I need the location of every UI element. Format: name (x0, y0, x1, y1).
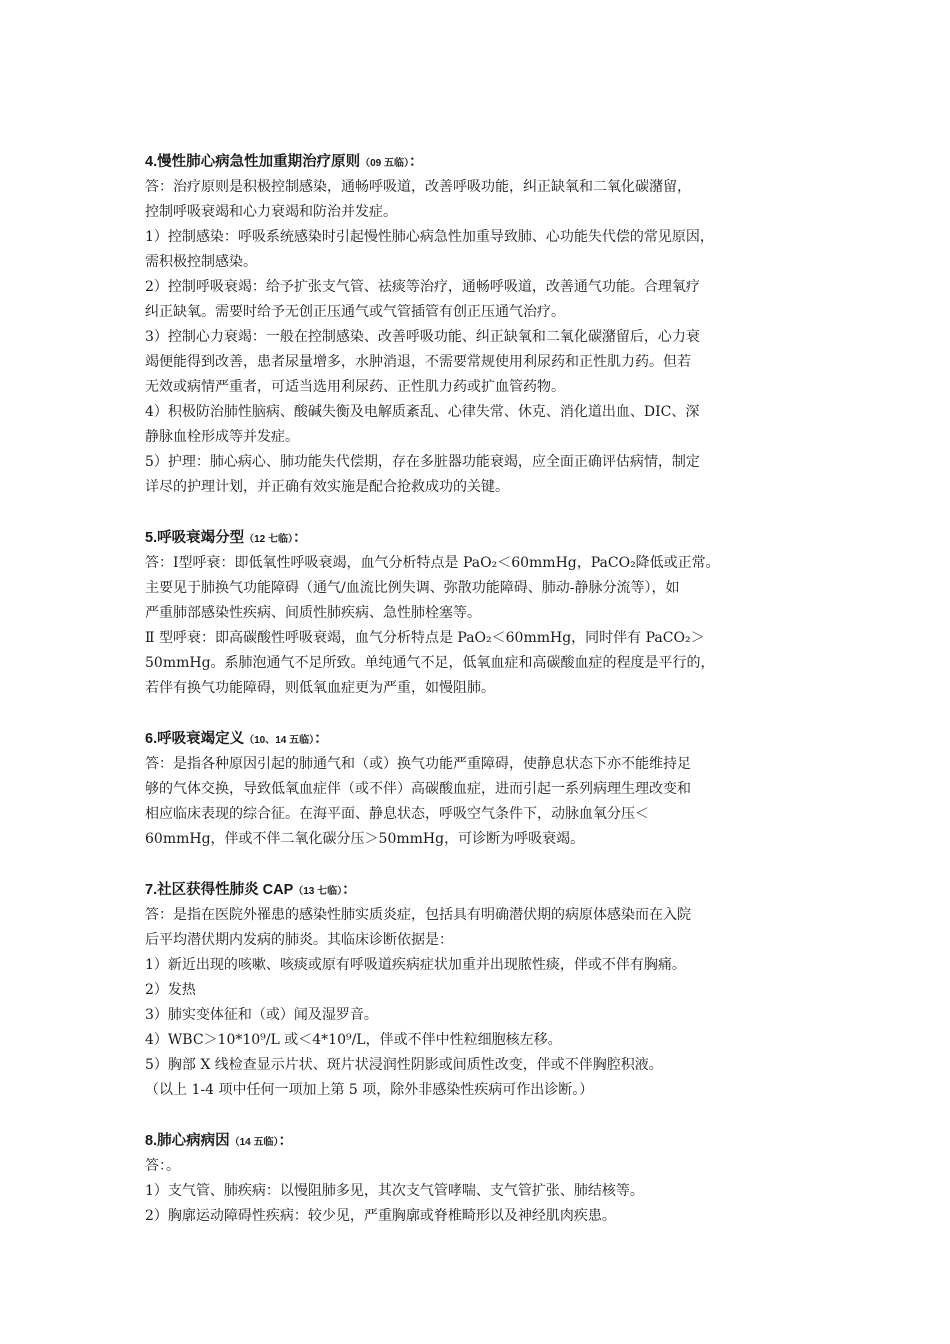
text-line: 详尽的护理计划，并正确有效实施是配合抢救成功的关键。 (145, 479, 509, 495)
text-line: 1）支气管、肺疾病：以慢阻肺多见，其次支气管哮喘、支气管扩张、肺结核等。 (145, 1183, 644, 1199)
section-title: 4.慢性肺心病急性加重期治疗原则 (145, 154, 361, 170)
text-line: 无效或病情严重者，可适当选用利尿药、正性肌力药或扩血管药物。 (145, 379, 565, 395)
section-colon: ： (342, 882, 357, 898)
text-line: 3）肺实变体征和（或）闻及湿罗音。 (145, 1007, 378, 1023)
text-line: 答：。 (145, 1158, 180, 1174)
text-line: 4）积极防治肺性脑病、酸碱失衡及电解质紊乱、心律失常、休克、消化道出血、DIC、深 (145, 404, 700, 420)
section-6 (145, 727, 815, 852)
text-line: 若伴有换气功能障碍，则低氧血症更为严重，如慢阻肺。 (145, 680, 495, 696)
text-line: 答：Ⅰ型呼衰：即低氧性呼吸衰竭，血气分析特点是 PaO₂＜60mmHg，PaCO₂降低或正常。 (145, 555, 720, 571)
text-line: 答：是指各种原因引起的肺通气和（或）换气功能严重障碍，使静息状态下亦不能维持足 (145, 756, 691, 772)
text-line: 2）控制呼吸衰竭：给予扩张支气管、祛痰等治疗，通畅呼吸道，改善通气功能。合理氧疗 (145, 279, 700, 295)
section-heading (145, 1129, 815, 1154)
text-line: 静脉血栓形成等并发症。 (145, 429, 299, 445)
text-line: 3）控制心力衰竭：一般在控制感染、改善呼吸功能、纠正缺氧和二氧化碳潴留后，心力衰 (145, 329, 700, 345)
text-line: Ⅱ 型呼衰：即高碳酸性呼吸衰竭，血气分析特点是 PaO₂＜60mmHg，同时伴有 PaCO₂＞ (145, 630, 705, 646)
document-page (145, 150, 815, 1255)
text-line: 够的气体交换，导致低氧血症伴（或不伴）高碳酸血症，进而引起一系列病理生理改变和 (145, 781, 691, 797)
section-heading (145, 526, 815, 551)
section-body (145, 752, 815, 852)
section-colon: ： (278, 1133, 293, 1149)
section-tag: （13 七临） (293, 886, 343, 897)
text-line: 答：是指在医院外罹患的感染性肺实质炎症，包括具有明确潜伏期的病原体感染而在入院 (145, 907, 691, 923)
text-line: 相应临床表现的综合征。在海平面、静息状态，呼吸空气条件下，动脉血氧分压＜ (145, 806, 649, 822)
section-4 (145, 150, 815, 500)
text-line: （以上 1-4 项中任何一项加上第 5 项，除外非感染性疾病可作出诊断。） (145, 1082, 594, 1098)
text-line: 50mmHg。系肺泡通气不足所致。单纯通气不足，低氧血症和高碳酸血症的程度是平行的， (145, 655, 715, 671)
section-tag: （14 五临） (229, 1137, 279, 1148)
section-title: 6.呼吸衰竭定义 (145, 731, 245, 747)
text-line: 5）胸部 X 线检查显示片状、斑片状浸润性阴影或间质性改变，伴或不伴胸腔积液。 (145, 1057, 663, 1073)
text-line: 后平均潜伏期内发病的肺炎。其临床诊断依据是： (145, 932, 453, 948)
text-line: 2）胸廓运动障碍性疾病：较少见，严重胸廓或脊椎畸形以及神经肌肉疾患。 (145, 1208, 616, 1224)
section-title: 7.社区获得性肺炎 CAP (145, 882, 294, 898)
section-title: 8.肺心病病因 (145, 1133, 230, 1149)
section-colon: ： (314, 731, 329, 747)
section-colon: ： (293, 530, 308, 546)
section-title: 5.呼吸衰竭分型 (145, 530, 245, 546)
text-line: 控制呼吸衰竭和心力衰竭和防治并发症。 (145, 204, 397, 220)
section-body (145, 903, 815, 1103)
text-line: 1）控制感染：呼吸系统感染时引起慢性肺心病急性加重导致肺、心功能失代偿的常见原因， (145, 229, 714, 245)
text-line: 纠正缺氧。需要时给予无创正压通气或气管插管有创正压通气治疗。 (145, 304, 565, 320)
section-tag: （12 七临） (244, 534, 293, 545)
section-colon: ： (409, 154, 424, 170)
text-line: 竭便能得到改善，患者尿量增多，水肿消退，不需要常规使用利尿药和正性肌力药。但若 (145, 354, 691, 370)
text-line: 严重肺部感染性疾病、间质性肺疾病、急性肺栓塞等。 (145, 605, 481, 621)
section-body (145, 551, 815, 701)
section-heading (145, 878, 815, 903)
section-tag: （09 五临） (360, 158, 409, 169)
text-line: 4）WBC＞10*10⁹/L 或＜4*10⁹/L，伴或不伴中性粒细胞核左移。 (145, 1032, 562, 1048)
text-line: 答：治疗原则是积极控制感染，通畅呼吸道，改善呼吸功能，纠正缺氧和二氧化碳潴留， (145, 179, 691, 195)
section-tag: （10、14 五临） (244, 735, 315, 746)
section-heading (145, 150, 815, 175)
text-line: 5）护理：肺心病心、肺功能失代偿期，存在多脏器功能衰竭，应全面正确评估病情，制定 (145, 454, 700, 470)
section-body (145, 175, 815, 500)
text-line: 需积极控制感染。 (145, 254, 257, 270)
section-8 (145, 1129, 815, 1229)
section-heading (145, 727, 815, 752)
text-line: 2）发热 (145, 982, 196, 998)
text-line: 主要见于肺换气功能障碍（通气/血流比例失调、弥散功能障碍、肺动-静脉分流等），如 (145, 580, 680, 596)
text-line: 60mmHg，伴或不伴二氧化碳分压＞50mmHg，可诊断为呼吸衰竭。 (145, 831, 585, 847)
text-line: 1）新近出现的咳嗽、咳痰或原有呼吸道疾病症状加重并出现脓性痰，伴或不伴有胸痛。 (145, 957, 686, 973)
section-body (145, 1154, 815, 1229)
section-5 (145, 526, 815, 701)
section-7 (145, 878, 815, 1103)
